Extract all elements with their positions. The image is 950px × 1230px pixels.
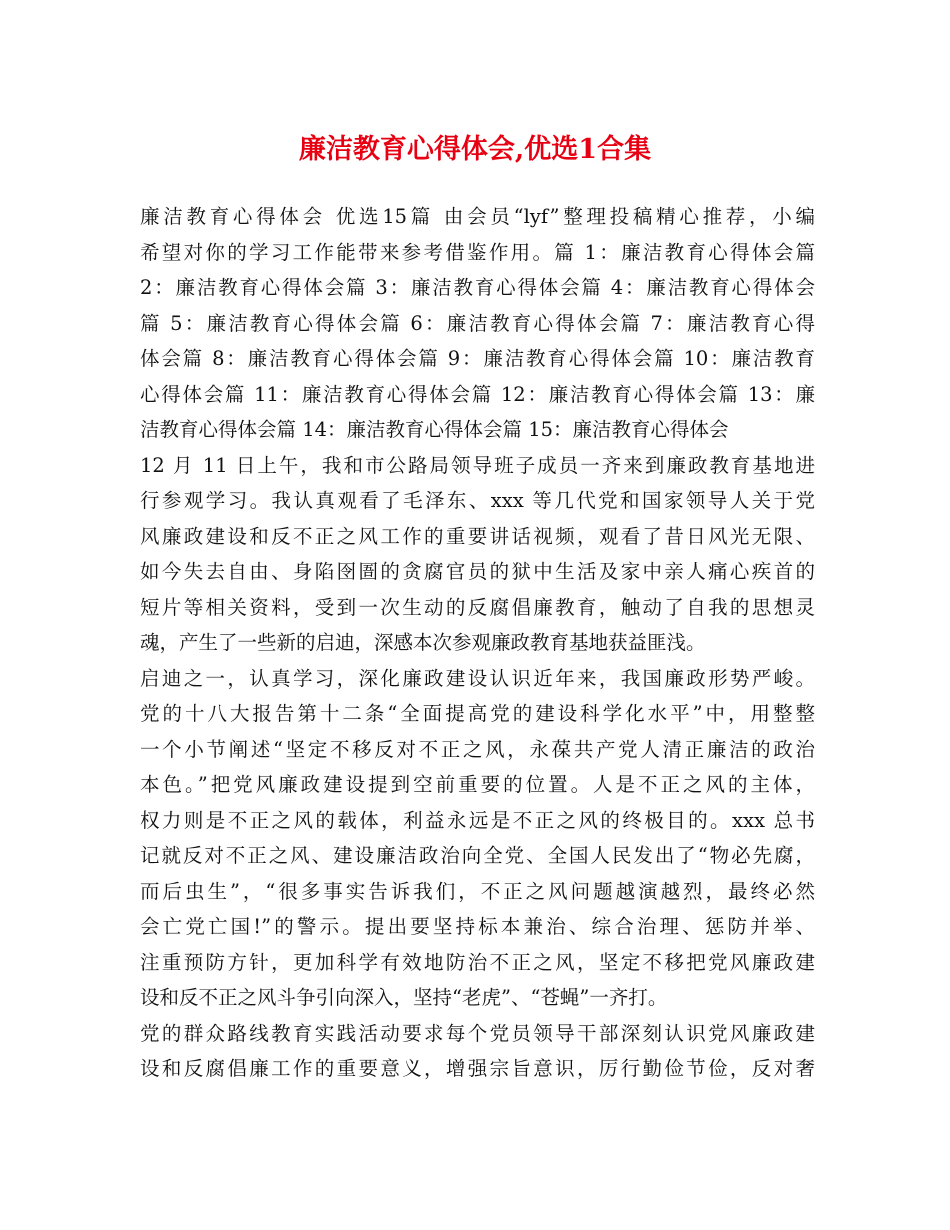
body-line: 短片等相关资料，受到一次生动的反腐倡廉教育，触动了自我的思想灵 <box>140 595 815 619</box>
body-line: 设和反不正之风斗争引向深入，坚持“老虎”、“苍蝇”一齐打。 <box>140 986 668 1009</box>
document-title: 廉洁教育心得体会,优选1合集 <box>298 134 652 165</box>
body-line: 权力则是不正之风的载体，利益永远是不正之风的终极目的。xxx 总书 <box>140 808 815 832</box>
body-line: 魂，产生了一些新的启迪，深感本次参观廉政教育基地获益匪浅。 <box>140 631 706 654</box>
body-line: 12 月 11 日上午，我和市公路局领导班子成员一齐来到廉政教育基地进 <box>140 453 815 477</box>
body-line: 注重预防方针，更加科学有效地防治不正之风，坚定不移把党风廉政建 <box>140 950 815 974</box>
body-line: 行参观学习。我认真观看了毛泽东、xxx 等几代党和国家领导人关于党 <box>140 489 815 512</box>
body-line: 而后虫生”，“很多事实告诉我们，不正之风问题越演越烈，最终必然 <box>140 879 815 903</box>
body-line: 2：廉洁教育心得体会篇 3：廉洁教育心得体会篇 4：廉洁教育心得体会 <box>140 276 815 299</box>
body-line: 体会篇 8：廉洁教育心得体会篇 9：廉洁教育心得体会篇 10：廉洁教育 <box>140 347 815 370</box>
body-line: 希望对你的学习工作能带来参考借鉴作用。篇 1：廉洁教育心得体会篇 <box>140 240 815 264</box>
body-line: 如今失去自由、身陷囹圄的贪腐官员的狱中生活及家中亲人痛心疾首的 <box>140 560 815 583</box>
document-body <box>140 199 815 1087</box>
body-line: 会亡党亡国!”的警示。提出要坚持标本兼治、综合治理、惩防并举、 <box>140 915 815 938</box>
body-line: 记就反对不正之风、建设廉洁政治向全党、全国人民发出了“物必先腐， <box>140 844 815 867</box>
body-line: 廉洁教育心得体会 优选15篇 由会员“lyf”整理投稿精心推荐，小编 <box>140 205 815 228</box>
body-line: 设和反腐倡廉工作的重要意义，增强宗旨意识，厉行勤俭节俭，反对奢 <box>140 1057 815 1080</box>
body-line: 风廉政建设和反不正之风工作的重要讲话视频，观看了昔日风光无限、 <box>140 524 815 548</box>
body-line: 一个小节阐述“坚定不移反对不正之风，永葆共产党人清正廉洁的政治 <box>140 737 815 761</box>
body-line: 篇 5：廉洁教育心得体会篇 6：廉洁教育心得体会篇 7：廉洁教育心得 <box>140 311 815 335</box>
body-line: 党的十八大报告第十二条“全面提高党的建设科学化水平”中，用整整 <box>140 702 815 725</box>
body-line: 洁教育心得体会篇 14：廉洁教育心得体会篇 15：廉洁教育心得体会 <box>140 418 729 441</box>
body-line: 启迪之一，认真学习，深化廉政建设认识近年来，我国廉政形势严峻。 <box>140 666 815 690</box>
body-line: 心得体会篇 11：廉洁教育心得体会篇 12：廉洁教育心得体会篇 13：廉 <box>140 382 815 406</box>
body-line: 党的群众路线教育实践活动要求每个党员领导干部深刻认识党风廉政建 <box>140 1021 815 1045</box>
body-line: 本色。”把党风廉政建设提到空前重要的位置。人是不正之风的主体， <box>140 773 815 796</box>
